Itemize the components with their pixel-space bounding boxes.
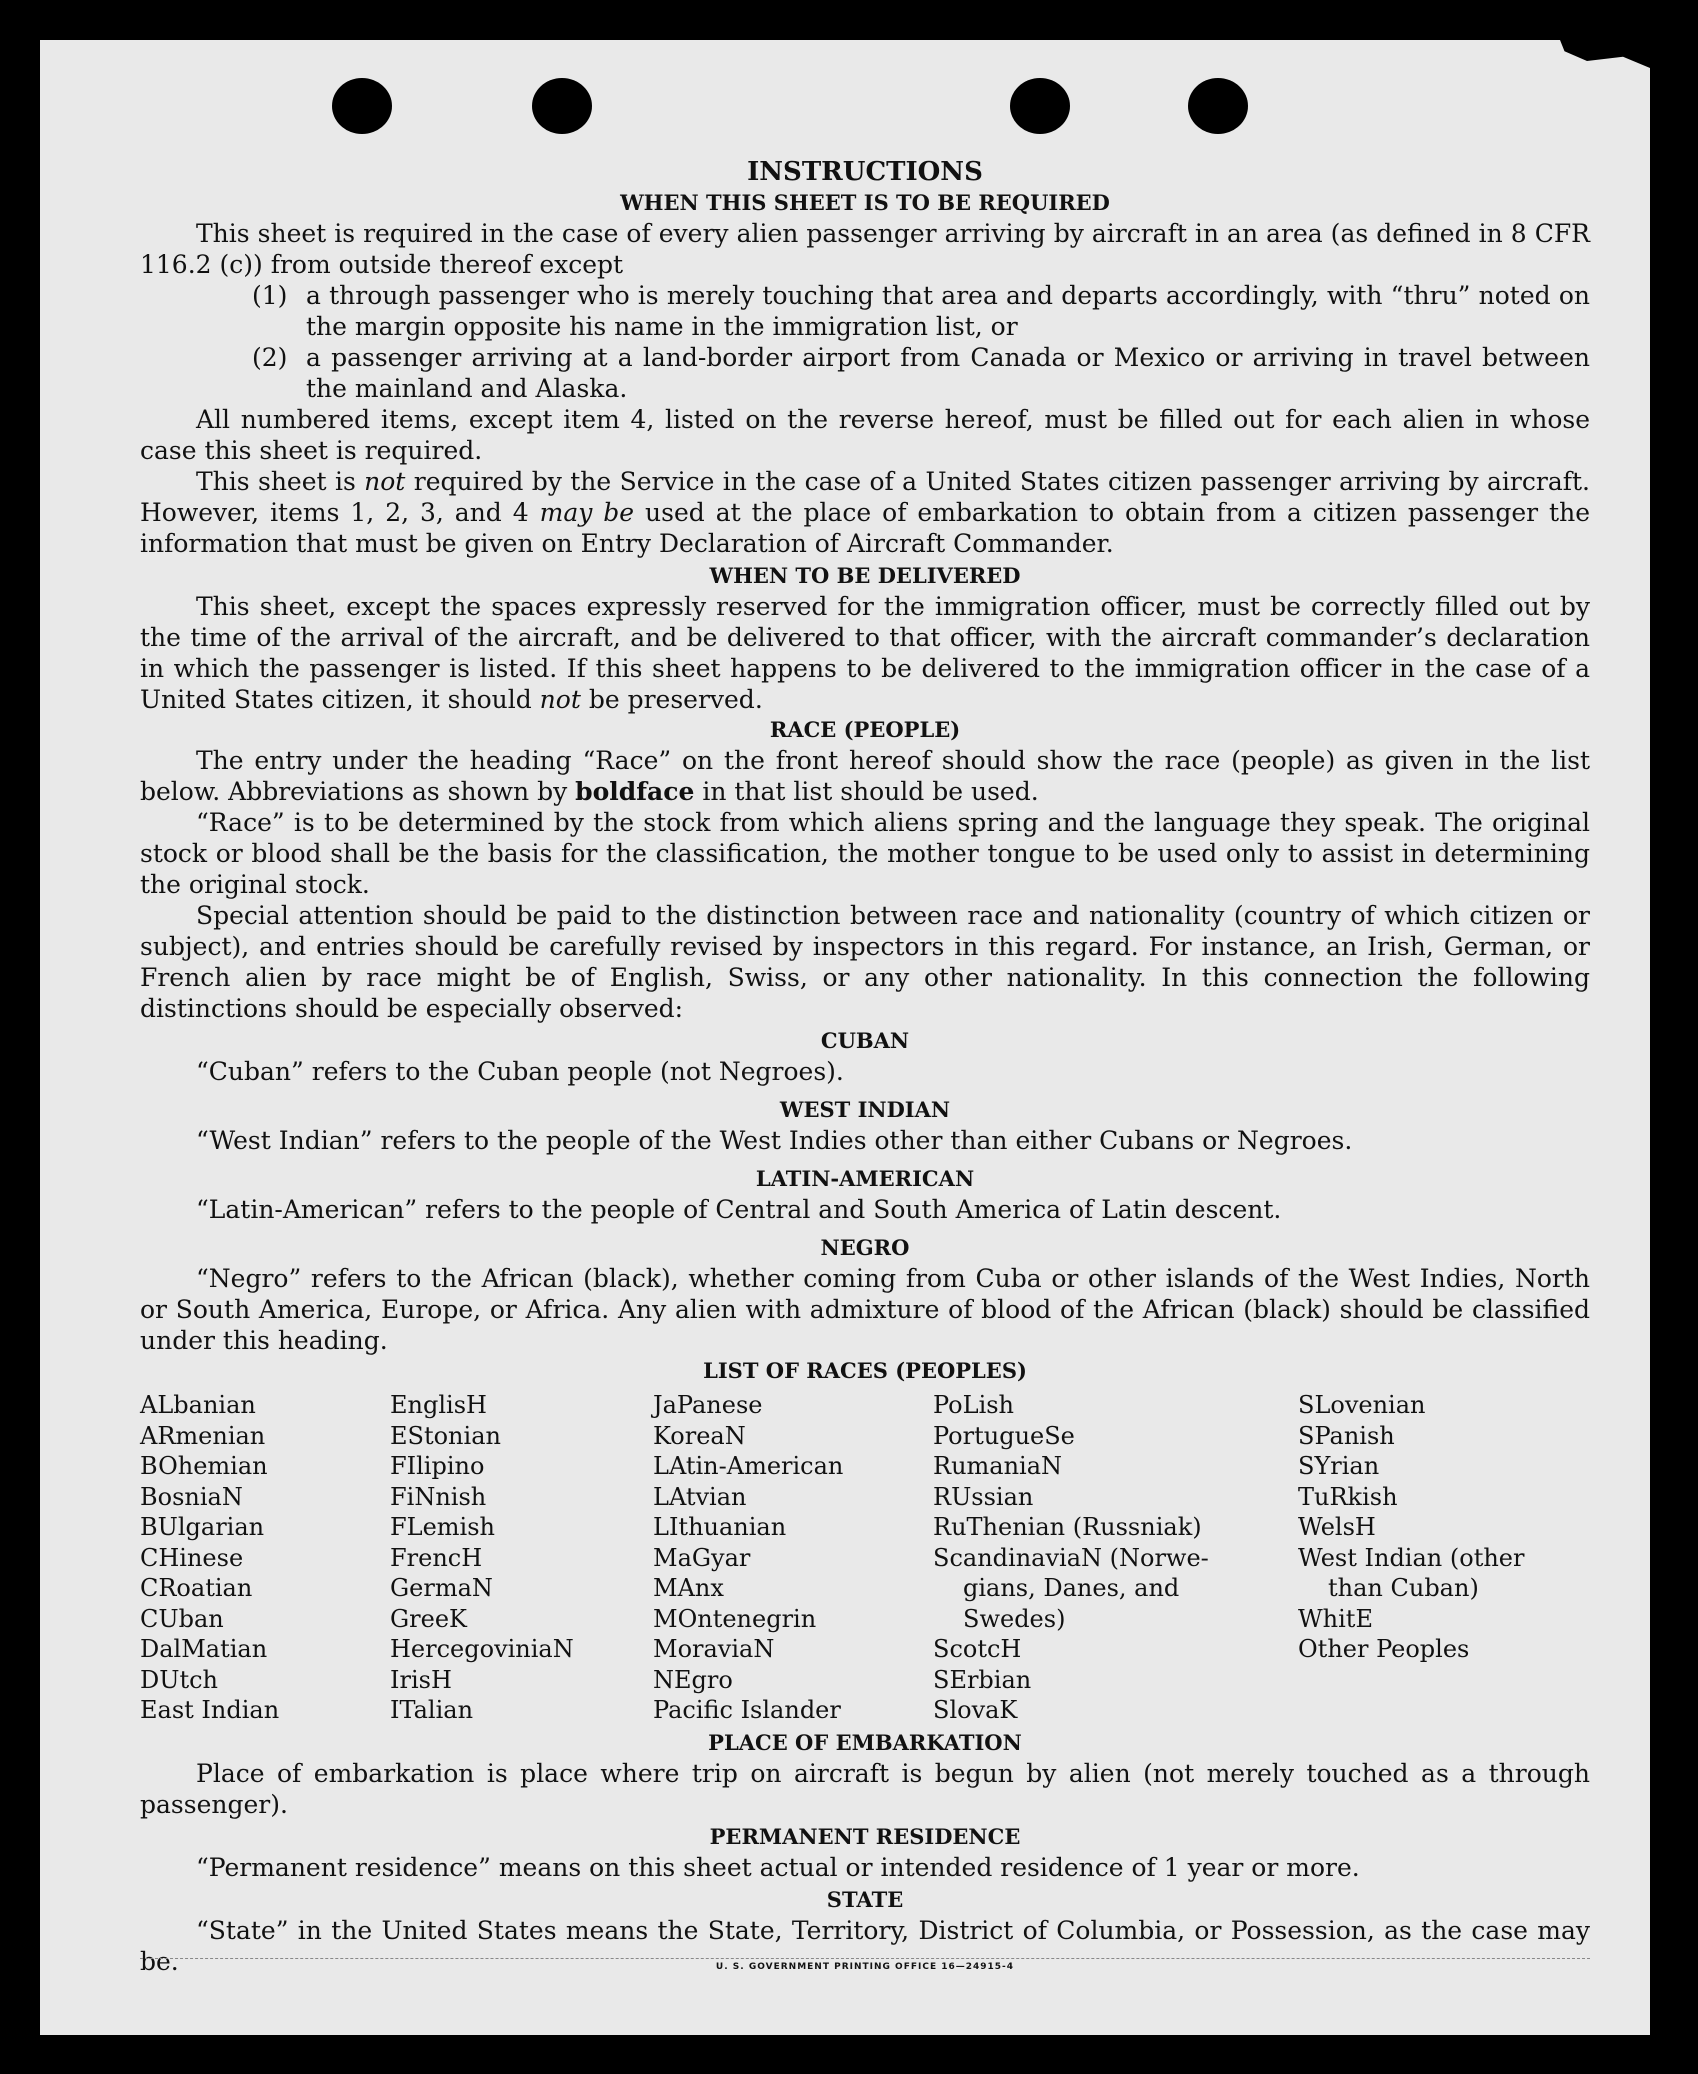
paragraph-cuban: “Cuban” refers to the Cuban people (not Negroes).	[196, 1057, 844, 1086]
printer-imprint	[140, 1952, 1590, 1983]
paragraph-state: “State” in the United States means the State, Territory, District of Columbia, or Possession, as the case may be.	[140, 1915, 1590, 1976]
list-item-number: (2)	[252, 343, 288, 372]
race-entry: Other Peoples	[1298, 1635, 1470, 1663]
race-entry: EnglisH	[390, 1391, 487, 1419]
race-entry: West Indian (other	[1298, 1543, 1525, 1572]
race-entry: JaPanese	[653, 1391, 763, 1419]
race-entry: SYrian	[1298, 1452, 1380, 1480]
race-entry: FIlipino	[390, 1452, 485, 1480]
race-entry: BUlgarian	[140, 1513, 265, 1541]
heading-negro: NEGRO	[820, 1235, 910, 1260]
race-entry: LAtin-American	[653, 1452, 844, 1480]
race-entry: EStonian	[390, 1421, 501, 1450]
race-entry: Swedes)	[963, 1604, 1066, 1633]
paragraph-required-intro: This sheet is required in the case of every alien passenger arriving by aircraft in an area (as defined in 8 CFR 116.2 (c)) from outside thereof except	[140, 219, 1590, 279]
paragraph-west-indian: “West Indian” refers to the people of the West Indies other than either Cubans or Negroes.	[196, 1126, 1353, 1155]
list-item-text: a through passenger who is merely touching that area and departs accordingly, with “thru” noted on the margin opposite his name in the immigration list, or	[306, 281, 1590, 341]
list-item	[252, 342, 1590, 404]
race-entry: SErbian	[933, 1665, 1032, 1694]
race-entry: FiNnish	[390, 1482, 487, 1511]
race-entry: MaGyar	[653, 1543, 751, 1572]
race-entry: than Cuban)	[1328, 1574, 1479, 1602]
race-entry: MoraviaN	[653, 1635, 775, 1663]
paragraph-race-entry: The entry under the heading “Race” on the front hereof should show the race (people) as given in the list below. Abbreviations as shown by boldface in that list should be used.	[140, 746, 1590, 806]
heading-place-of-embarkation: PLACE OF EMBARKATION	[708, 1729, 1022, 1755]
race-entry: ITalian	[390, 1696, 474, 1724]
race-entry: DUtch	[140, 1665, 219, 1694]
race-entry: HercegoviniaN	[390, 1635, 574, 1663]
paragraph-embarkation: Place of embarkation is place where trip on aircraft is begun by alien (not merely touched as a through passenger).	[140, 1758, 1590, 1819]
race-entry: ARmenian	[140, 1421, 266, 1450]
race-entry: PoLish	[933, 1391, 1015, 1419]
race-entry: MOntenegrin	[653, 1604, 817, 1633]
race-entry: ALbanian	[140, 1391, 256, 1419]
paragraph-residence: “Permanent residence” means on this sheet actual or intended residence of 1 year or more.	[196, 1852, 1360, 1882]
heading-state: STATE	[826, 1886, 904, 1912]
race-entry: RUssian	[933, 1482, 1034, 1511]
race-entry: LAtvian	[653, 1482, 747, 1511]
race-entry: BOhemian	[140, 1452, 268, 1480]
race-entry: BosniaN	[140, 1482, 243, 1511]
race-entry: FLemish	[390, 1513, 495, 1541]
race-entry: CRoatian	[140, 1574, 253, 1602]
heading-list-of-races: LIST OF RACES (PEOPLES)	[703, 1358, 1027, 1383]
heading-permanent-residence: PERMANENT RESIDENCE	[709, 1823, 1021, 1849]
page-title: INSTRUCTIONS	[747, 157, 983, 187]
paragraph-citizen: This sheet is not required by the Service in the case of a United States citizen passenger arriving by aircraft. However, items 1, 2, 3, and 4 may be used at the place of embarkation to obtain from a citizen passenger the information that must be given on Entry Declaration of Aircraft Commander.	[140, 467, 1590, 558]
heading-cuban: CUBAN	[820, 1028, 910, 1053]
list-item-text: a passenger arriving at a land-border airport from Canada or Mexico or arriving in travel between the mainland and Alaska.	[306, 343, 1590, 403]
paragraph-delivered: This sheet, except the spaces expressly reserved for the immigration officer, must be correctly filled out by the time of the arrival of the aircraft, and be delivered to that officer, with the aircraft commander’s declaration in which the passenger is listed. If this sheet happens to be delivered to the immigration officer in the case of a United States citizen, it should not be preserved.	[140, 592, 1590, 714]
printer-imprint-text: U. S. GOVERNMENT PRINTING OFFICE 16—24915-4	[710, 1962, 1020, 1972]
heading-latin-american: LATIN-AMERICAN	[755, 1166, 975, 1191]
heading-race: RACE (PEOPLE)	[769, 717, 961, 742]
race-entry: MAnx	[653, 1574, 724, 1602]
heading-when-delivered: WHEN TO BE DELIVERED	[709, 563, 1021, 588]
race-entry: SPanish	[1298, 1421, 1395, 1450]
race-entry: SlovaK	[933, 1696, 1018, 1724]
race-entry: NEgro	[653, 1665, 733, 1694]
race-entry: Pacific Islander	[653, 1696, 841, 1724]
race-entry: GreeK	[390, 1604, 467, 1633]
list-item-number: (1)	[252, 281, 288, 310]
race-entry: gians, Danes, and	[963, 1574, 1180, 1602]
race-entry: GermaN	[390, 1574, 493, 1602]
race-entry: PortugueSe	[933, 1421, 1075, 1450]
race-entry: WelsH	[1298, 1513, 1376, 1541]
race-entry: CUban	[140, 1604, 224, 1633]
races-column	[1298, 1390, 1590, 1726]
race-entry: WhitE	[1298, 1604, 1373, 1633]
paragraph-race-nationality: Special attention should be paid to the distinction between race and nationality (country of which citizen or subject), and entries should be carefully revised by inspectors in this regard. For instance, an Irish, German, or French alien by race might be of English, Swiss, or any other nationality. In this connection the following distinctions should be especially observed:	[140, 901, 1590, 1023]
race-entry: RumaniaN	[933, 1452, 1063, 1480]
race-entry: SLovenian	[1298, 1391, 1426, 1419]
race-entry: TuRkish	[1298, 1482, 1398, 1511]
races-table	[140, 1390, 1590, 1726]
race-entry: ScandinaviaN (Norwe-	[933, 1543, 1209, 1572]
races-column	[653, 1390, 933, 1726]
document-page	[40, 40, 1650, 2035]
heading-west-indian: WEST INDIAN	[779, 1097, 951, 1122]
paragraph-negro: “Negro” refers to the African (black), whether coming from Cuba or other islands of the West Indies, North or South America, Europe, or Africa. Any alien with admixture of blood of the African (black) should be classified under this heading.	[140, 1264, 1590, 1355]
race-entry: ScotcH	[933, 1635, 1022, 1663]
race-entry: IrisH	[390, 1665, 452, 1694]
races-column	[140, 1390, 390, 1726]
race-entry: KoreaN	[653, 1421, 746, 1450]
race-entry: CHinese	[140, 1543, 244, 1572]
race-entry: FrencH	[390, 1543, 483, 1572]
race-entry: LIthuanian	[653, 1513, 787, 1541]
paragraph-numbered-items: All numbered items, except item 4, listed on the reverse hereof, must be filled out for each alien in whose case this sheet is required.	[140, 405, 1590, 465]
races-column	[933, 1390, 1298, 1726]
document-body	[140, 120, 1590, 1977]
torn-corner	[1560, 40, 1650, 68]
list-item	[252, 280, 1590, 342]
paragraph-latin-american: “Latin-American” refers to the people of Central and South America of Latin descent.	[196, 1195, 1282, 1224]
races-column	[390, 1390, 653, 1726]
race-entry: DalMatian	[140, 1635, 268, 1663]
race-entry: RuThenian (Russniak)	[933, 1513, 1202, 1541]
paragraph-race-stock: “Race” is to be determined by the stock from which aliens spring and the language they speak. The original stock or blood shall be the basis for the classification, the mother tongue to be used only to assist in determining the original stock.	[140, 808, 1590, 899]
race-entry: East Indian	[140, 1696, 280, 1724]
heading-when-required: WHEN THIS SHEET IS TO BE REQUIRED	[620, 190, 1110, 215]
